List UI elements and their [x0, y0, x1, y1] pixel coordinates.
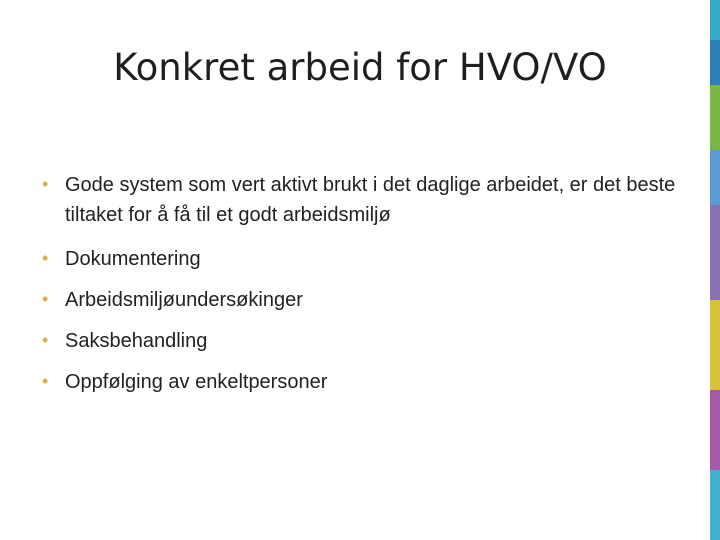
- bullet-text: Gode system som vert aktivt brukt i det daglige arbeidet, er det beste tiltaket for å få til et godt arbeidsmiljø: [65, 174, 676, 226]
- bullet-item: [40, 285, 690, 315]
- bullet-dot-icon: •: [42, 371, 49, 391]
- slide-title: Konkret arbeid for HVO/VO: [113, 46, 607, 89]
- bullet-list: [40, 170, 690, 408]
- accent-segment: [710, 390, 720, 470]
- accent-segment: [710, 0, 720, 40]
- bullet-dot-icon: •: [42, 289, 49, 309]
- bullet-text: Arbeidsmiljøundersøkinger: [65, 289, 303, 311]
- bullet-item: [40, 244, 690, 274]
- bullet-text: Saksbehandling: [65, 330, 208, 352]
- accent-segment: [710, 40, 720, 85]
- accent-segment: [710, 300, 720, 390]
- bullet-item: [40, 367, 690, 397]
- bullet-item: [40, 326, 690, 356]
- accent-segment: [710, 470, 720, 540]
- decorative-accent-bar: [710, 0, 720, 540]
- accent-segment: [710, 85, 720, 150]
- bullet-dot-icon: •: [42, 330, 49, 350]
- bullet-item: [40, 170, 690, 230]
- bullet-text: Dokumentering: [65, 248, 201, 270]
- bullet-dot-icon: •: [42, 174, 49, 194]
- accent-segment: [710, 150, 720, 205]
- accent-segment: [710, 205, 720, 300]
- bullet-text: Oppfølging av enkeltpersoner: [65, 371, 328, 393]
- bullet-dot-icon: •: [42, 248, 49, 268]
